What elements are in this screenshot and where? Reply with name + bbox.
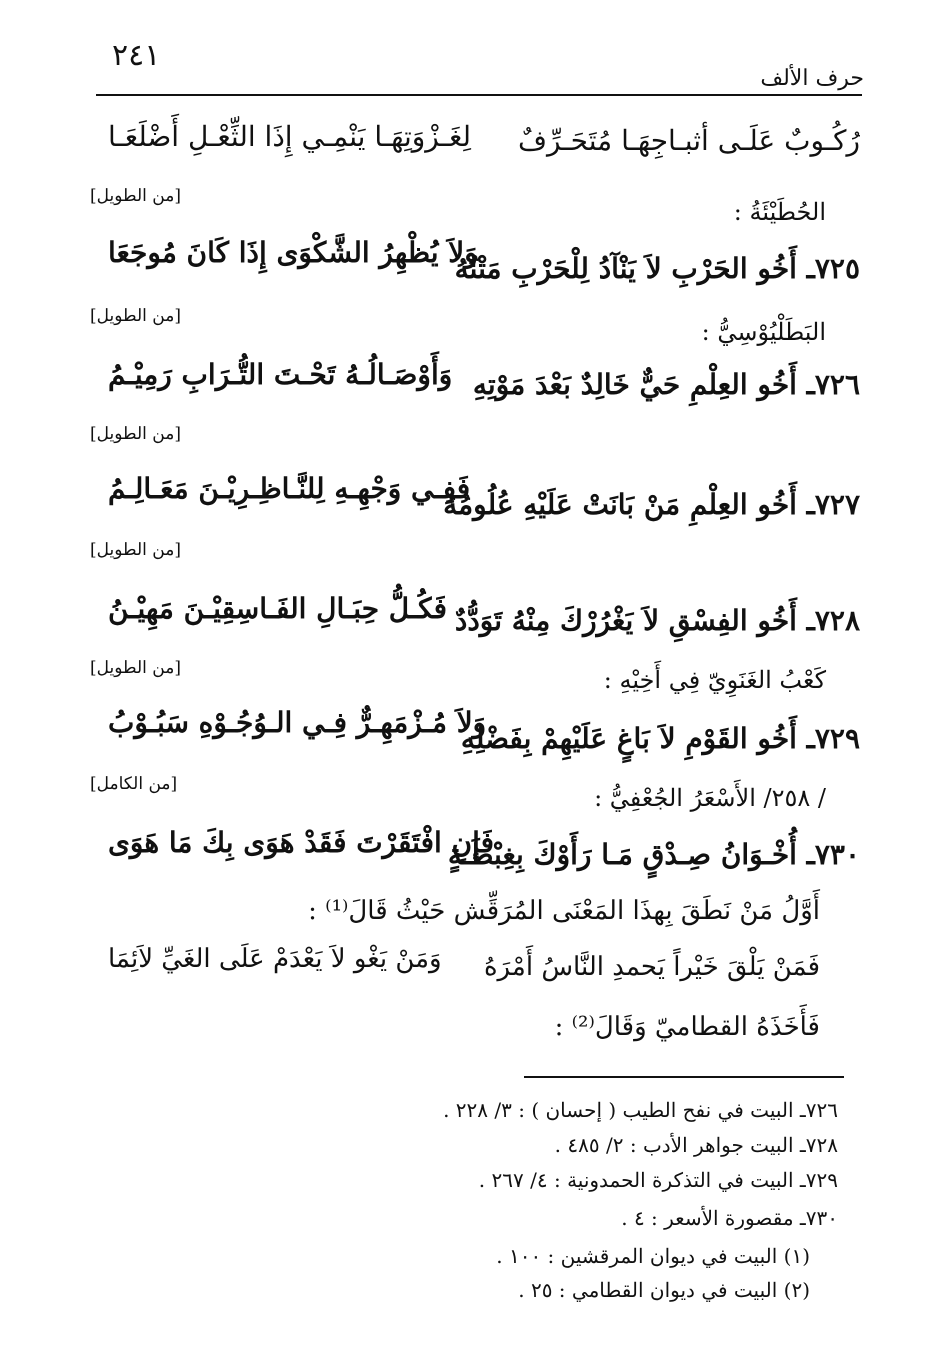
footnote: ٧٢٩ـ البيت في التذكرة الحمدونية : ٤/ ٢٦٧ . (478, 1168, 838, 1192)
page-number: ٢٤١ (112, 38, 161, 73)
verse-729-hemistich-2: وَلاَ مُـزْمَهِـرٌّ فِـي الـوُجُـوْهِ سَبُـوْبُ (108, 706, 487, 739)
footnote: (٢) البيت في ديوان القطامي : ٢٥ . (518, 1278, 810, 1302)
verse-727-hemistich-2: فَفِـي وَجْهِـهِ لِلنَّـاظِـرِيْـنَ مَعَـالِـمُ (108, 472, 471, 505)
quoted-verse-hemistich-2: وَمَنْ يَغْو لاَ يَعْدَمْ عَلَى الغَيِّ لاَئِمَا (108, 944, 442, 974)
running-header-title: حرف الألف (760, 66, 864, 91)
prose-line: أَوَّلُ مَنْ نَطَقَ بِهذَا المَعْنَى المُرَقِّش حَيْثُ قَالَ⁽¹⁾ : (308, 896, 820, 926)
poet-name: كَعْبُ الغَنَوِيّ فِي أَخِيْهِ : (603, 666, 826, 694)
quoted-verse-hemistich-1: فَمَنْ يَلْقَ خَيْراً يَحمدِ النَّاسُ أَمْرَهُ (483, 952, 820, 982)
verse-728-hemistich-2: فَكُـلُّ حِبَـالِ الفَـاسِقِيْـنَ مَهِيْـنُ (108, 592, 448, 625)
verse-hemistich-1: رُكُـوبٌ عَلَـى أثبـاجِهَـا مُتَحَـرِّفٌ (517, 124, 860, 157)
footnote: ٧٢٦ـ البيت في نفح الطيب ( إحسان ) : ٣/ ٢٢٨ . (443, 1098, 838, 1122)
footnote: ٧٢٨ـ البيت جواهر الأدب : ٢/ ٤٨٥ . (554, 1133, 838, 1157)
verse-726-hemistich-1: ٧٢٦ـ أَخُو العِلْمِ حَيٌّ خَالِدٌ بَعْدَ مَوْتِهِ (472, 368, 860, 401)
poet-name: / ٢٥٨/ الأَسْعَرُ الجُعْفِيُّ : (594, 784, 826, 812)
poet-name: الحُطَيْئَةُ : (733, 198, 826, 226)
meter-label: [من الطويل] (90, 540, 181, 560)
meter-label: [من الطويل] (90, 658, 181, 678)
verse-725-hemistich-1: ٧٢٥ـ أَخُو الحَرْبِ لاَ يَنْآدُ لِلْحَرْبِ مَتْنُهُ (454, 252, 860, 285)
verse-729-hemistich-1: ٧٢٩ـ أَخُو القَوْمِ لاَ بَاغٍ عَلَيْهِمْ بِفَضْلِهِ (460, 722, 860, 755)
prose-line: فَأَخَذَهُ القطاميّ وَقَالَ⁽²⁾ : (554, 1012, 820, 1042)
footnote-separator (524, 1076, 844, 1078)
meter-label: [من الطويل] (90, 424, 181, 444)
meter-label: [من الطويل] (90, 306, 181, 326)
footnote: (١) البيت في ديوان المرقشين : ١٠٠ . (496, 1244, 810, 1268)
footnote: ٧٣٠ـ مقصورة الأسعر : ٤ . (621, 1206, 838, 1230)
header-rule (96, 94, 862, 96)
verse-726-hemistich-2: وَأَوْصَـالُـهُ تَحْـتَ التُّـرَابِ رَمِيْـمُ (108, 358, 453, 391)
meter-label: [من الكامل] (90, 774, 178, 794)
verse-725-hemistich-2: وَلاَ يُظْهِرُ الشَّكْوَى إِذَا كَانَ مُوجَعَا (108, 236, 478, 269)
verse-730-hemistich-2: فَإِنِ افْتَقَرْتَ فَقَدْ هَوَى بِكَ مَا هَوَى (108, 826, 495, 859)
verse-hemistich-2: لِغَـزْوَتِهَـا يَنْمِـي إِذَا الثِّعْـلِ أَضْلَعَـا (108, 120, 471, 153)
meter-label: [من الطويل] (90, 186, 181, 206)
verse-727-hemistich-1: ٧٢٧ـ أَخُو العِلْمِ مَنْ بَانَتْ عَلَيْهِ عُلُومُهُ (443, 488, 860, 521)
verse-728-hemistich-1: ٧٢٨ـ أَخُو الفِسْقِ لاَ يَغْرُرْكَ مِنْهُ تَوَدُّدٌ (454, 604, 860, 637)
poet-name: البَطَلْيُوْسِيُّ : (701, 318, 826, 346)
verse-730-hemistich-1: ٧٣٠ـ أُخْـوَانُ صِـدْقٍ مَـا رَأَوْكَ بِغِبْطَـةٍ (447, 838, 860, 871)
